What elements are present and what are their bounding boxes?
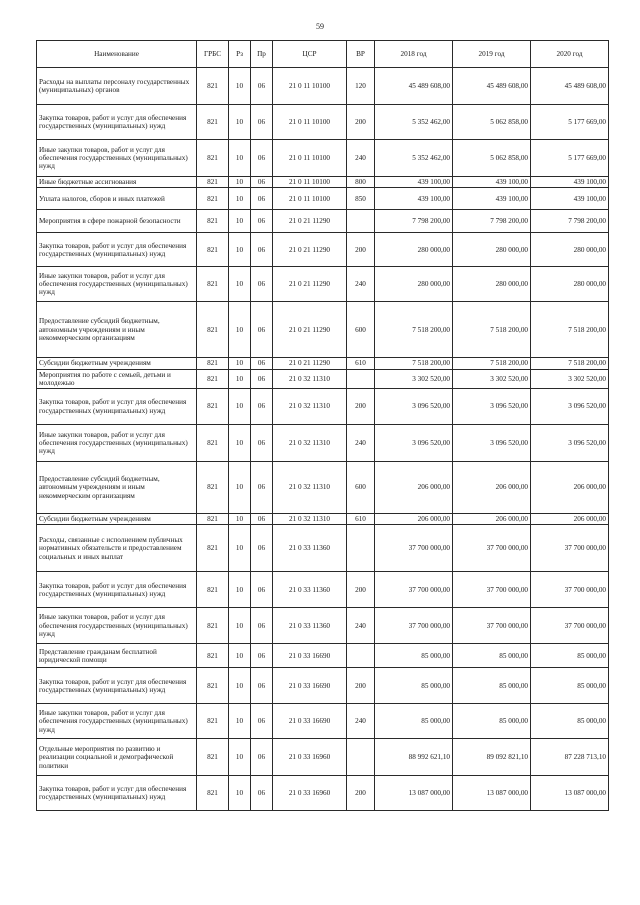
cell-pr: 06 <box>251 776 273 811</box>
cell-pr: 06 <box>251 704 273 739</box>
table-row <box>37 302 609 358</box>
col-header-grbs: ГРБС <box>197 41 229 68</box>
cell-vr: 200 <box>347 233 375 267</box>
cell-2018: 280 000,00 <box>375 267 453 302</box>
cell-2019: 439 100,00 <box>453 188 531 210</box>
cell-name: Представление гражданам бесплатной юридической помощи <box>37 644 197 668</box>
cell-2019: 45 489 608,00 <box>453 68 531 105</box>
cell-rz: 10 <box>229 302 251 358</box>
cell-2020: 280 000,00 <box>531 267 609 302</box>
col-header-pr: Пр <box>251 41 273 68</box>
cell-rz: 10 <box>229 668 251 704</box>
cell-csr: 21 0 33 16960 <box>273 739 347 776</box>
cell-2018: 439 100,00 <box>375 177 453 188</box>
cell-2018: 7 518 200,00 <box>375 302 453 358</box>
cell-name: Иные закупки товаров, работ и услуг для обеспечения государственных (муниципальных) нужд <box>37 425 197 462</box>
cell-name: Закупка товаров, работ и услуг для обеспечения государственных (муниципальных) нужд <box>37 105 197 140</box>
cell-2018: 439 100,00 <box>375 188 453 210</box>
cell-pr: 06 <box>251 358 273 369</box>
cell-grbs: 821 <box>197 644 229 668</box>
cell-grbs: 821 <box>197 233 229 267</box>
cell-csr: 21 0 21 11290 <box>273 267 347 302</box>
cell-2020: 5 177 669,00 <box>531 140 609 177</box>
cell-2019: 13 087 000,00 <box>453 776 531 811</box>
cell-vr <box>347 739 375 776</box>
cell-grbs: 821 <box>197 572 229 608</box>
cell-vr <box>347 369 375 389</box>
table-row <box>37 105 609 140</box>
table-body <box>37 68 609 811</box>
cell-name: Субсидии бюджетным учреждениям <box>37 358 197 369</box>
cell-grbs: 821 <box>197 302 229 358</box>
cell-2020: 206 000,00 <box>531 462 609 514</box>
cell-vr <box>347 210 375 233</box>
table-row <box>37 369 609 389</box>
cell-grbs: 821 <box>197 525 229 572</box>
cell-csr: 21 0 33 11360 <box>273 572 347 608</box>
table-row <box>37 704 609 739</box>
cell-2018: 85 000,00 <box>375 668 453 704</box>
cell-2019: 5 062 858,00 <box>453 105 531 140</box>
cell-2020: 3 096 520,00 <box>531 389 609 425</box>
cell-2020: 45 489 608,00 <box>531 68 609 105</box>
table-row <box>37 358 609 369</box>
cell-vr: 120 <box>347 68 375 105</box>
table-row <box>37 177 609 188</box>
cell-grbs: 821 <box>197 188 229 210</box>
table-row <box>37 525 609 572</box>
cell-rz: 10 <box>229 358 251 369</box>
budget-table <box>36 40 609 811</box>
cell-vr: 240 <box>347 140 375 177</box>
cell-name: Расходы на выплаты персоналу государственных (муниципальных) органов <box>37 68 197 105</box>
table-row <box>37 267 609 302</box>
cell-rz: 10 <box>229 704 251 739</box>
cell-2020: 206 000,00 <box>531 514 609 525</box>
cell-vr: 200 <box>347 776 375 811</box>
cell-pr: 06 <box>251 425 273 462</box>
cell-2019: 7 798 200,00 <box>453 210 531 233</box>
cell-vr: 600 <box>347 302 375 358</box>
table-row <box>37 68 609 105</box>
cell-2020: 3 302 520,00 <box>531 369 609 389</box>
cell-vr: 610 <box>347 514 375 525</box>
cell-name: Отдельные мероприятия по развитию и реализации социальной и демографической политики <box>37 739 197 776</box>
cell-csr: 21 0 21 11290 <box>273 233 347 267</box>
cell-grbs: 821 <box>197 140 229 177</box>
cell-grbs: 821 <box>197 267 229 302</box>
cell-grbs: 821 <box>197 704 229 739</box>
cell-rz: 10 <box>229 188 251 210</box>
cell-rz: 10 <box>229 514 251 525</box>
cell-csr: 21 0 11 10100 <box>273 177 347 188</box>
cell-grbs: 821 <box>197 210 229 233</box>
cell-2020: 439 100,00 <box>531 188 609 210</box>
cell-grbs: 821 <box>197 776 229 811</box>
cell-vr <box>347 525 375 572</box>
table-row <box>37 572 609 608</box>
cell-2019: 206 000,00 <box>453 514 531 525</box>
cell-2019: 7 518 200,00 <box>453 302 531 358</box>
cell-grbs: 821 <box>197 358 229 369</box>
cell-name: Закупка товаров, работ и услуг для обеспечения государственных (муниципальных) нужд <box>37 389 197 425</box>
cell-pr: 06 <box>251 668 273 704</box>
cell-csr: 21 0 33 11360 <box>273 608 347 644</box>
cell-rz: 10 <box>229 68 251 105</box>
cell-2018: 206 000,00 <box>375 514 453 525</box>
cell-2019: 85 000,00 <box>453 668 531 704</box>
cell-rz: 10 <box>229 140 251 177</box>
cell-grbs: 821 <box>197 462 229 514</box>
cell-pr: 06 <box>251 105 273 140</box>
cell-pr: 06 <box>251 608 273 644</box>
cell-pr: 06 <box>251 369 273 389</box>
cell-vr: 240 <box>347 267 375 302</box>
cell-2020: 7 518 200,00 <box>531 302 609 358</box>
cell-name: Предоставление субсидий бюджетным, автономным учреждениям и иным некоммерческим организациям <box>37 302 197 358</box>
cell-2019: 206 000,00 <box>453 462 531 514</box>
cell-name: Иные закупки товаров, работ и услуг для обеспечения государственных (муниципальных) нужд <box>37 267 197 302</box>
table-row <box>37 210 609 233</box>
cell-2020: 85 000,00 <box>531 704 609 739</box>
cell-name: Иные закупки товаров, работ и услуг для обеспечения государственных (муниципальных) нужд <box>37 140 197 177</box>
cell-2019: 3 096 520,00 <box>453 389 531 425</box>
cell-2019: 85 000,00 <box>453 704 531 739</box>
cell-vr: 200 <box>347 105 375 140</box>
cell-name: Уплата налогов, сборов и иных платежей <box>37 188 197 210</box>
cell-2018: 280 000,00 <box>375 233 453 267</box>
cell-pr: 06 <box>251 572 273 608</box>
cell-pr: 06 <box>251 302 273 358</box>
cell-grbs: 821 <box>197 105 229 140</box>
cell-name: Закупка товаров, работ и услуг для обеспечения государственных (муниципальных) нужд <box>37 776 197 811</box>
cell-pr: 06 <box>251 739 273 776</box>
cell-pr: 06 <box>251 644 273 668</box>
cell-pr: 06 <box>251 68 273 105</box>
table-row <box>37 514 609 525</box>
cell-csr: 21 0 11 10100 <box>273 188 347 210</box>
cell-vr <box>347 644 375 668</box>
cell-pr: 06 <box>251 233 273 267</box>
col-header-rz: Рз <box>229 41 251 68</box>
cell-2019: 89 092 821,10 <box>453 739 531 776</box>
col-header-csr: ЦСР <box>273 41 347 68</box>
cell-name: Иные закупки товаров, работ и услуг для обеспечения государственных (муниципальных) нужд <box>37 704 197 739</box>
page-number: 59 <box>316 22 324 31</box>
cell-name: Иные закупки товаров, работ и услуг для обеспечения государственных (муниципальных) нужд <box>37 608 197 644</box>
cell-2019: 5 062 858,00 <box>453 140 531 177</box>
cell-2018: 7 798 200,00 <box>375 210 453 233</box>
cell-csr: 21 0 32 11310 <box>273 514 347 525</box>
cell-2020: 7 518 200,00 <box>531 358 609 369</box>
cell-name: Мероприятия в сфере пожарной безопасности <box>37 210 197 233</box>
cell-grbs: 821 <box>197 608 229 644</box>
cell-2018: 5 352 462,00 <box>375 105 453 140</box>
cell-vr: 800 <box>347 177 375 188</box>
col-header-vr: ВР <box>347 41 375 68</box>
col-header-name: Наименование <box>37 41 197 68</box>
col-header-2019: 2019 год <box>453 41 531 68</box>
cell-2020: 87 228 713,10 <box>531 739 609 776</box>
cell-name: Субсидии бюджетным учреждениям <box>37 514 197 525</box>
cell-name: Иные бюджетные ассигнования <box>37 177 197 188</box>
cell-rz: 10 <box>229 177 251 188</box>
cell-vr: 850 <box>347 188 375 210</box>
cell-2019: 439 100,00 <box>453 177 531 188</box>
cell-csr: 21 0 21 11290 <box>273 210 347 233</box>
cell-grbs: 821 <box>197 668 229 704</box>
cell-2019: 7 518 200,00 <box>453 358 531 369</box>
table-row <box>37 668 609 704</box>
table-row <box>37 776 609 811</box>
cell-rz: 10 <box>229 105 251 140</box>
cell-grbs: 821 <box>197 425 229 462</box>
cell-name: Предоставление субсидий бюджетным, автономным учреждениям и иным некоммерческим организациям <box>37 462 197 514</box>
cell-2019: 280 000,00 <box>453 233 531 267</box>
cell-vr: 240 <box>347 425 375 462</box>
cell-2018: 3 302 520,00 <box>375 369 453 389</box>
cell-rz: 10 <box>229 462 251 514</box>
cell-grbs: 821 <box>197 369 229 389</box>
cell-name: Закупка товаров, работ и услуг для обеспечения государственных (муниципальных) нужд <box>37 572 197 608</box>
cell-csr: 21 0 32 11310 <box>273 389 347 425</box>
table-header-row <box>37 41 609 68</box>
cell-2020: 439 100,00 <box>531 177 609 188</box>
cell-csr: 21 0 11 10100 <box>273 68 347 105</box>
table-row <box>37 389 609 425</box>
cell-csr: 21 0 33 16690 <box>273 704 347 739</box>
cell-grbs: 821 <box>197 389 229 425</box>
cell-grbs: 821 <box>197 177 229 188</box>
cell-name: Закупка товаров, работ и услуг для обеспечения государственных (муниципальных) нужд <box>37 668 197 704</box>
cell-pr: 06 <box>251 188 273 210</box>
cell-pr: 06 <box>251 462 273 514</box>
col-header-2018: 2018 год <box>375 41 453 68</box>
table-row <box>37 644 609 668</box>
cell-2018: 37 700 000,00 <box>375 572 453 608</box>
cell-vr: 200 <box>347 668 375 704</box>
table-row <box>37 140 609 177</box>
cell-grbs: 821 <box>197 68 229 105</box>
cell-csr: 21 0 21 11290 <box>273 302 347 358</box>
cell-2020: 280 000,00 <box>531 233 609 267</box>
cell-vr: 240 <box>347 608 375 644</box>
cell-name: Расходы, связанные с исполнением публичных нормативных обязательств и предоставлением социальных и иных выплат <box>37 525 197 572</box>
cell-2018: 206 000,00 <box>375 462 453 514</box>
cell-pr: 06 <box>251 389 273 425</box>
cell-2018: 7 518 200,00 <box>375 358 453 369</box>
cell-2020: 37 700 000,00 <box>531 572 609 608</box>
cell-rz: 10 <box>229 608 251 644</box>
cell-rz: 10 <box>229 210 251 233</box>
cell-csr: 21 0 33 16690 <box>273 668 347 704</box>
cell-name: Закупка товаров, работ и услуг для обеспечения государственных (муниципальных) нужд <box>37 233 197 267</box>
cell-vr: 200 <box>347 389 375 425</box>
cell-2018: 3 096 520,00 <box>375 389 453 425</box>
cell-2020: 85 000,00 <box>531 644 609 668</box>
cell-rz: 10 <box>229 425 251 462</box>
cell-rz: 10 <box>229 572 251 608</box>
cell-2020: 37 700 000,00 <box>531 608 609 644</box>
cell-2019: 37 700 000,00 <box>453 525 531 572</box>
cell-rz: 10 <box>229 267 251 302</box>
cell-2018: 5 352 462,00 <box>375 140 453 177</box>
table-row <box>37 739 609 776</box>
cell-name: Мероприятия по работе с семьей, детьми и молодежью <box>37 369 197 389</box>
cell-csr: 21 0 32 11310 <box>273 462 347 514</box>
cell-vr: 610 <box>347 358 375 369</box>
cell-2020: 37 700 000,00 <box>531 525 609 572</box>
cell-2020: 85 000,00 <box>531 668 609 704</box>
cell-2020: 5 177 669,00 <box>531 105 609 140</box>
cell-csr: 21 0 33 11360 <box>273 525 347 572</box>
cell-2020: 13 087 000,00 <box>531 776 609 811</box>
cell-pr: 06 <box>251 525 273 572</box>
cell-2019: 280 000,00 <box>453 267 531 302</box>
cell-rz: 10 <box>229 389 251 425</box>
cell-rz: 10 <box>229 644 251 668</box>
cell-csr: 21 0 21 11290 <box>273 358 347 369</box>
cell-2019: 37 700 000,00 <box>453 608 531 644</box>
cell-2019: 3 302 520,00 <box>453 369 531 389</box>
cell-2018: 85 000,00 <box>375 704 453 739</box>
cell-pr: 06 <box>251 210 273 233</box>
cell-2020: 3 096 520,00 <box>531 425 609 462</box>
table-row <box>37 188 609 210</box>
cell-2018: 88 992 621,10 <box>375 739 453 776</box>
cell-grbs: 821 <box>197 514 229 525</box>
cell-csr: 21 0 11 10100 <box>273 105 347 140</box>
cell-2018: 45 489 608,00 <box>375 68 453 105</box>
cell-2018: 37 700 000,00 <box>375 608 453 644</box>
cell-2019: 3 096 520,00 <box>453 425 531 462</box>
cell-csr: 21 0 11 10100 <box>273 140 347 177</box>
cell-2019: 85 000,00 <box>453 644 531 668</box>
cell-2018: 13 087 000,00 <box>375 776 453 811</box>
cell-rz: 10 <box>229 776 251 811</box>
cell-2018: 37 700 000,00 <box>375 525 453 572</box>
col-header-2020: 2020 год <box>531 41 609 68</box>
table-row <box>37 233 609 267</box>
cell-csr: 21 0 33 16960 <box>273 776 347 811</box>
cell-csr: 21 0 33 16690 <box>273 644 347 668</box>
cell-pr: 06 <box>251 267 273 302</box>
cell-csr: 21 0 32 11310 <box>273 369 347 389</box>
cell-rz: 10 <box>229 739 251 776</box>
table-row <box>37 425 609 462</box>
cell-vr: 240 <box>347 704 375 739</box>
cell-pr: 06 <box>251 514 273 525</box>
table-row <box>37 608 609 644</box>
cell-2018: 3 096 520,00 <box>375 425 453 462</box>
cell-rz: 10 <box>229 369 251 389</box>
cell-rz: 10 <box>229 233 251 267</box>
cell-2018: 85 000,00 <box>375 644 453 668</box>
cell-csr: 21 0 32 11310 <box>273 425 347 462</box>
table-row <box>37 462 609 514</box>
cell-grbs: 821 <box>197 739 229 776</box>
cell-2019: 37 700 000,00 <box>453 572 531 608</box>
cell-rz: 10 <box>229 525 251 572</box>
cell-vr: 200 <box>347 572 375 608</box>
cell-pr: 06 <box>251 177 273 188</box>
cell-pr: 06 <box>251 140 273 177</box>
cell-vr: 600 <box>347 462 375 514</box>
cell-2020: 7 798 200,00 <box>531 210 609 233</box>
